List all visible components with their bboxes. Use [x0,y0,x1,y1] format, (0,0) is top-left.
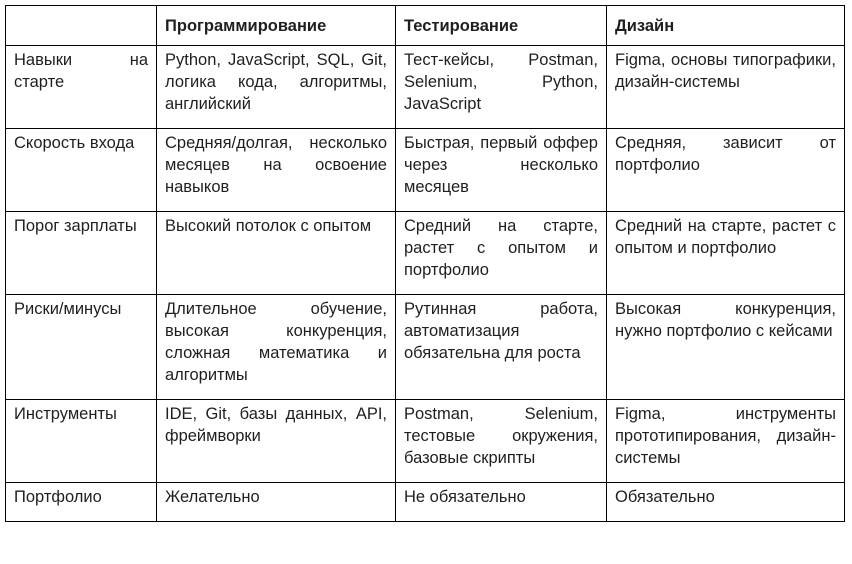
table-row [6,129,845,212]
header-cell-design: Дизайн [607,6,845,46]
header-row [6,6,845,46]
row-label: Скорость входа [6,129,157,212]
table-cell: Python, JavaScript, SQL, Git, логика кода, алгоритмы, английский [157,46,396,129]
header-cell-testing: Тестирование [396,6,607,46]
table-cell: Высокий потолок с опытом [157,212,396,295]
row-label: Навыки на старте [6,46,157,129]
row-label: Риски/минусы [6,295,157,400]
header-cell-empty [6,6,157,46]
table-row [6,295,845,400]
table-cell: Тест-кейсы, Postman, Selenium, Python, JavaScript [396,46,607,129]
table-cell: Не обязательно [396,483,607,522]
row-label: Портфолио [6,483,157,522]
header-cell-programming: Программирование [157,6,396,46]
table-cell: IDE, Git, базы данных, API, фреймворки [157,400,396,483]
row-label: Инструменты [6,400,157,483]
row-label: Порог зарплаты [6,212,157,295]
table-cell: Длительное обучение, высокая конкуренция, сложная математика и алгоритмы [157,295,396,400]
table-cell: Быстрая, первый оффер через несколько месяцев [396,129,607,212]
table-cell: Рутинная работа, автоматизация обязательна для роста [396,295,607,400]
table-cell: Желательно [157,483,396,522]
comparison-table [5,5,845,522]
table-cell: Высокая конкуренция, нужно портфолио с кейсами [607,295,845,400]
table-cell: Figma, инструменты прототипирования, дизайн-системы [607,400,845,483]
table-row [6,46,845,129]
table-row [6,400,845,483]
table-cell: Средний на старте, растет с опытом и портфолио [396,212,607,295]
table-cell: Figma, основы типографики, дизайн-системы [607,46,845,129]
table-row [6,483,845,522]
table-row [6,212,845,295]
table-cell: Средний на старте, растет с опытом и портфолио [607,212,845,295]
table-cell: Postman, Selenium, тестовые окружения, базовые скрипты [396,400,607,483]
table-cell: Средняя, зависит от портфолио [607,129,845,212]
table-cell: Обязательно [607,483,845,522]
table-cell: Средняя/долгая, несколько месяцев на освоение навыков [157,129,396,212]
